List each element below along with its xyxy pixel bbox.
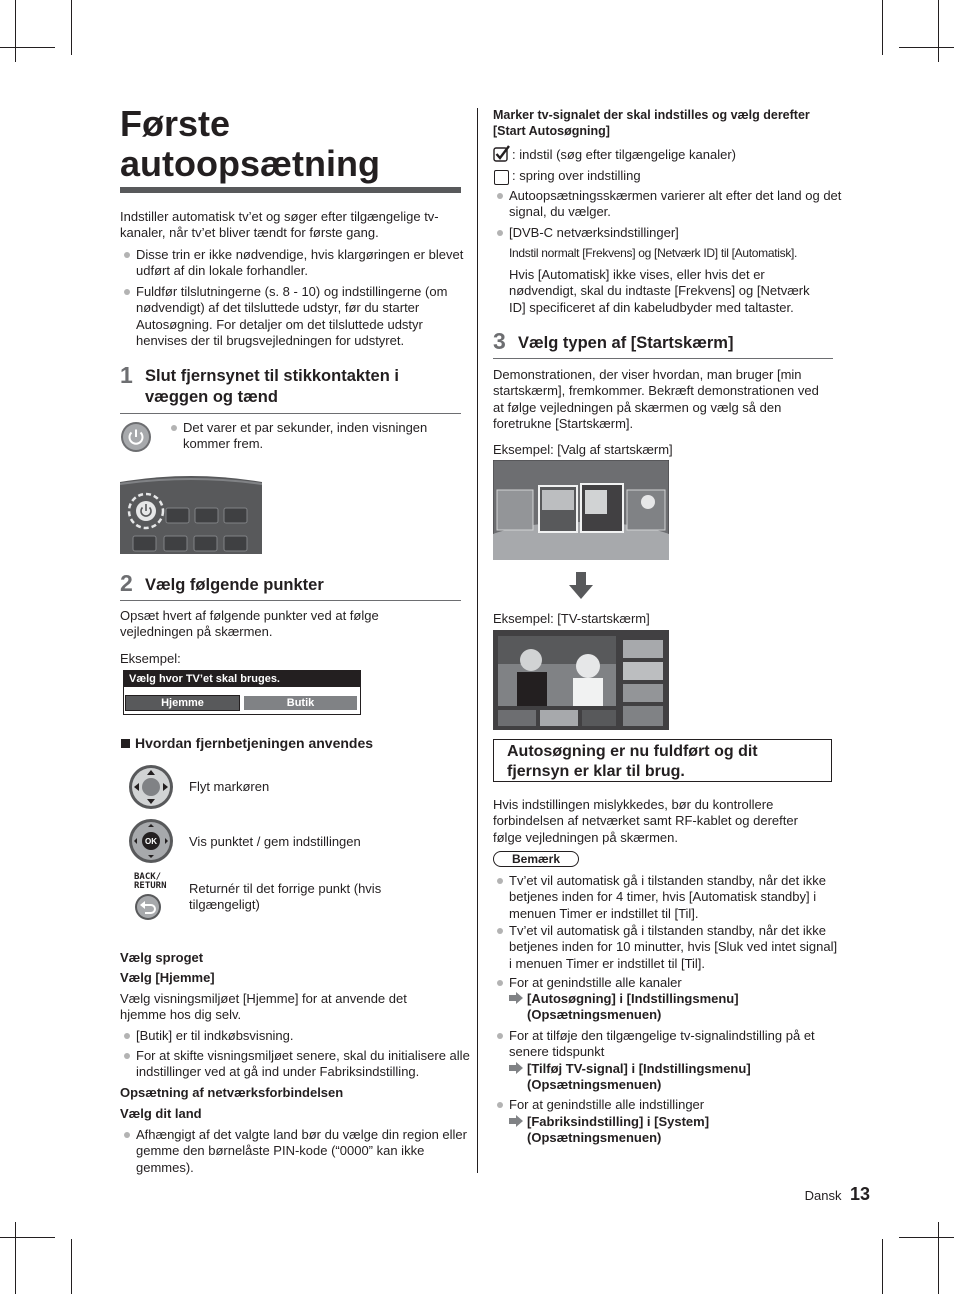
cursor-pad-icon bbox=[128, 764, 174, 810]
step2-desc: Opsæt hvert af følgende punkter ved at følge vejledningen på skærmen. bbox=[120, 608, 379, 640]
example-label: Eksempel: [TV-startskærm] bbox=[493, 611, 650, 626]
step-rule bbox=[120, 413, 461, 414]
dialog-option-hjemme[interactable]: Hjemme bbox=[126, 696, 239, 710]
intro-text: Indstiller automatisk tv’et og søger efter tilgængelige tv-kanaler, når tv’et bliver tændt for første gang. bbox=[120, 209, 439, 241]
crop-mark bbox=[71, 0, 72, 55]
crop-mark bbox=[938, 1222, 939, 1294]
step-title: Slut fjernsynet til stikkontakten i væggen og tænd bbox=[145, 367, 399, 406]
setup-dialog bbox=[123, 670, 361, 715]
home-desc: Vælg visningsmiljøet [Hjemme] for at anvende det hjemme hos dig selv. bbox=[120, 991, 407, 1023]
home-bullet: For at skifte visningsmiljøet senere, skal du initialisere alle indstillinger ved at gå ind under Fabriksindstilling. bbox=[120, 1048, 480, 1081]
intro-bullet: Disse trin er ikke nødvendige, hvis klargøringen er blevet udført af din lokale forhandler. bbox=[120, 247, 466, 280]
note-bullet: Tv’et vil automatisk gå i tilstanden standby, når det ikke betjenes inden for 10 minutter, hvis [Sluk ved intet signal] i menuen Timer er indstillet til [Til]. bbox=[493, 923, 839, 972]
crop-mark bbox=[899, 1237, 954, 1238]
note-label: Bemærk bbox=[493, 851, 579, 867]
example-label: Eksempel: [Valg af startskærm] bbox=[493, 442, 673, 457]
home-bullet: [Butik] er til indkøbsvisning. bbox=[120, 1028, 476, 1044]
footer-language: Dansk bbox=[804, 1188, 842, 1203]
step3-desc: Demonstrationen, der viser hvordan, man bruger [min startskærm], fremkommer. Bekræft demonstrationen ved at følge vejledningen på skærmen og vælg så den foretrukne [Startskærm]. bbox=[493, 367, 819, 431]
step-rule bbox=[120, 600, 461, 601]
crop-mark bbox=[899, 47, 954, 48]
page-title bbox=[120, 104, 380, 184]
page-title-line2: autoopsætning bbox=[120, 143, 380, 184]
svg-text:OK: OK bbox=[145, 837, 157, 846]
step-rule bbox=[493, 358, 833, 359]
note-bullet: For at genindstille alle indstillinger bbox=[493, 1097, 839, 1113]
checkbox-checked-icon bbox=[493, 145, 511, 163]
menu-path-text: [Tilføj TV-signal] i [Indstillingsmenu] (Opsætningsmenuen) bbox=[527, 1061, 751, 1092]
back-return-label: BACK/ RETURN bbox=[134, 872, 167, 891]
crop-mark bbox=[15, 1222, 16, 1294]
howto-text: Returnér til det forrige punkt (hvis tilgængeligt) bbox=[189, 881, 382, 913]
dialog-option-butik[interactable]: Butik bbox=[244, 696, 357, 710]
ok-button-icon bbox=[128, 818, 174, 864]
howto-text: Flyt markøren bbox=[189, 779, 270, 794]
country-heading: Vælg dit land bbox=[120, 1106, 202, 1121]
crop-mark bbox=[71, 1239, 72, 1294]
signal-bullet: [DVB-C netværksindstillinger] bbox=[493, 225, 849, 241]
crop-mark bbox=[15, 0, 16, 62]
arrow-right-icon bbox=[509, 1115, 523, 1131]
crop-mark bbox=[882, 1239, 883, 1294]
note-bullet: Tv’et vil automatisk gå i tilstanden standby, når det ikke betjenes inden for 4 timer, hvis [Automatisk standby] i menuen Timer er indstillet til [Til]. bbox=[493, 873, 839, 922]
title-underline bbox=[120, 187, 461, 193]
howto-text: Vis punktet / gem indstillingen bbox=[189, 834, 361, 849]
menu-path bbox=[509, 1114, 787, 1146]
checked-desc: : indstil (søg efter tilgængelige kanaler) bbox=[512, 147, 736, 162]
unchecked-desc: : spring over indstilling bbox=[512, 168, 641, 183]
crop-mark bbox=[0, 1237, 55, 1238]
menu-path bbox=[509, 1061, 787, 1093]
step-number: 3 bbox=[493, 328, 506, 354]
note-bullet: For at genindstille alle kanaler bbox=[493, 975, 839, 991]
arrow-right-icon bbox=[509, 1062, 523, 1078]
home-heading: Vælg [Hjemme] bbox=[120, 970, 215, 985]
dvbc-sub1: Indstil normalt [Frekvens] og [Netværk ID] til [Automatisk]. bbox=[509, 246, 798, 260]
example-label: Eksempel: bbox=[120, 651, 181, 666]
failure-text: Hvis indstillingen mislykkedes, bør du kontrollere forbindelsen af netværket samt RF-kablet og derefter følge vejledningen på skærmen. bbox=[493, 797, 798, 845]
done-box-text: Autosøgning er nu fuldført og dit fjernsyn er klar til brug. bbox=[507, 743, 758, 780]
step-title: Vælg typen af [Startskærm] bbox=[518, 334, 734, 352]
menu-path bbox=[509, 991, 787, 1023]
back-return-icon bbox=[134, 893, 162, 921]
tv-home-screen-image bbox=[493, 630, 669, 730]
country-bullet: Afhængigt af det valgte land bør du vælge din region eller gemme den børnelåste PIN-kode (“0000” kan ikke gemmes). bbox=[120, 1127, 474, 1176]
signal-bullet: Autoopsætningsskærmen varierer alt efter det land og det signal, du vælger. bbox=[493, 188, 849, 221]
crop-mark bbox=[882, 0, 883, 55]
crop-mark bbox=[0, 47, 55, 48]
remote-control-image bbox=[120, 472, 262, 554]
done-box bbox=[493, 739, 832, 782]
intro-bullet: Fuldfør tilslutningerne (s. 8 - 10) og indstillingerne (om nødvendigt) af det tilsluttede udstyr, før du starter Autosøgning. For detaljer om det tilsluttede udstyr henvises der til brugsvejledningen for udstyret. bbox=[120, 284, 466, 349]
remote-howto-heading-text: Hvordan fjernbetjeningen anvendes bbox=[135, 735, 374, 751]
column-divider bbox=[477, 108, 478, 1173]
step-title: Vælg følgende punkter bbox=[145, 576, 324, 594]
crop-mark bbox=[938, 0, 939, 62]
step-number: 1 bbox=[120, 362, 133, 388]
power-button-icon bbox=[120, 421, 152, 453]
step-number: 2 bbox=[120, 570, 133, 596]
menu-path-text: [Autosøgning] i [Indstillingsmenu] (Opsætningsmenuen) bbox=[527, 991, 739, 1022]
dialog-title: Vælg hvor TV’et skal bruges. bbox=[124, 671, 360, 687]
page-footer bbox=[780, 1184, 870, 1205]
network-heading: Opsætning af netværksforbindelsen bbox=[120, 1085, 344, 1100]
menu-path-text: [Fabriksindstilling] i [System] (Opsætningsmenuen) bbox=[527, 1114, 710, 1145]
dvbc-sub2: Hvis [Automatisk] ikke vises, eller hvis det er nødvendigt, skal du indtaste [Frekvens] og [Netværk ID] specificeret af din kabeludbyder med taltaster. bbox=[509, 267, 810, 315]
down-arrow-icon bbox=[569, 572, 593, 599]
language-heading: Vælg sproget bbox=[120, 950, 204, 965]
page-title-line1: Første bbox=[120, 103, 231, 144]
square-bullet-icon bbox=[121, 739, 130, 748]
page-number: 13 bbox=[849, 1184, 870, 1204]
remote-howto-heading bbox=[121, 735, 373, 752]
home-screen-selection-image bbox=[493, 460, 669, 560]
signal-heading: Marker tv-signalet der skal indstilles og vælg derefter [Start Autosøgning] bbox=[493, 108, 810, 138]
arrow-right-icon bbox=[509, 992, 523, 1008]
step1-bullet: Det varer et par sekunder, inden visningen kommer frem. bbox=[167, 420, 468, 453]
checkbox-unchecked-icon bbox=[494, 170, 509, 185]
note-bullet: For at tilføje den tilgængelige tv-signalindstilling på et senere tidspunkt bbox=[493, 1028, 849, 1061]
